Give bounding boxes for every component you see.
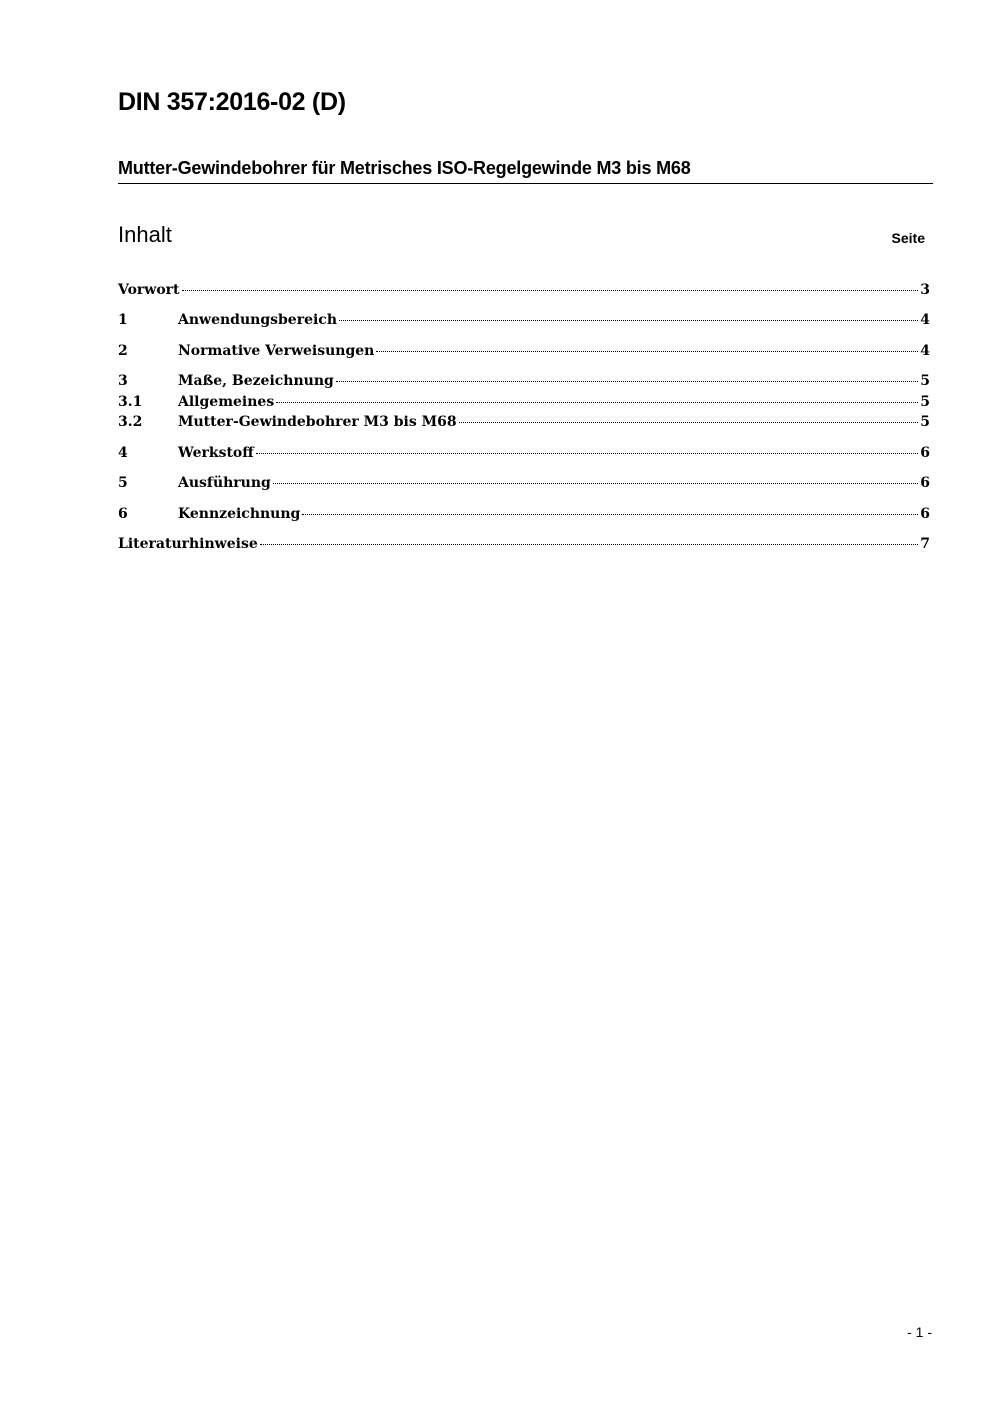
toc-entry-title: Normative Verweisungen bbox=[178, 343, 375, 359]
toc-entry-page: 6 bbox=[920, 475, 930, 491]
toc-entry-page: 7 bbox=[920, 536, 930, 552]
toc-entry-title: Kennzeichnung bbox=[178, 506, 301, 522]
toc-entry-page: 4 bbox=[920, 312, 930, 328]
dot-leader bbox=[339, 319, 918, 321]
dot-leader bbox=[276, 401, 918, 403]
toc-entry-title: Mutter-Gewindebohrer M3 bis M68 bbox=[178, 414, 457, 430]
toc-entry-page: 5 bbox=[920, 373, 930, 389]
dot-leader bbox=[336, 380, 918, 382]
toc-entry-title: Anwendungsbereich bbox=[178, 312, 337, 328]
toc-entry-number: 3.2 bbox=[118, 414, 143, 430]
dot-leader bbox=[256, 452, 919, 454]
document-title: DIN 357:2016-02 (D) bbox=[118, 88, 346, 116]
toc-entry-3[interactable] bbox=[118, 371, 930, 391]
toc-entry-title: Ausführung bbox=[178, 475, 271, 491]
toc-entry-page: 3 bbox=[920, 282, 930, 298]
toc-entry-number: 2 bbox=[118, 343, 128, 359]
toc-entry-number: 5 bbox=[118, 475, 128, 491]
title-divider bbox=[118, 183, 933, 184]
toc-entry-6[interactable] bbox=[118, 504, 930, 524]
dot-leader bbox=[459, 421, 919, 423]
toc-heading: Inhalt bbox=[118, 222, 172, 247]
toc-entry-3-2[interactable] bbox=[118, 412, 930, 432]
dot-leader bbox=[260, 543, 919, 545]
dot-leader bbox=[182, 289, 919, 291]
toc-entry-title: Maße, Bezeichnung bbox=[178, 373, 334, 389]
dot-leader bbox=[302, 513, 918, 515]
toc-entry-number: 6 bbox=[118, 506, 128, 522]
toc-entry-title: Literaturhinweise bbox=[118, 536, 258, 552]
page-column-label: Seite bbox=[891, 230, 925, 246]
toc-entry-title: Vorwort bbox=[118, 282, 180, 298]
toc-entry-number: 3 bbox=[118, 373, 128, 389]
page-number: - 1 - bbox=[907, 1324, 932, 1340]
toc-entry-page: 4 bbox=[920, 343, 930, 359]
toc-entry-1[interactable] bbox=[118, 310, 930, 330]
toc-entry-page: 5 bbox=[920, 414, 930, 430]
toc-entry-page: 5 bbox=[920, 394, 930, 410]
toc-entry-number: 3.1 bbox=[118, 394, 143, 410]
dot-leader bbox=[376, 350, 918, 352]
toc-entry-literaturhinweise[interactable] bbox=[118, 534, 930, 554]
dot-leader bbox=[273, 482, 918, 484]
document-subtitle: Mutter-Gewindebohrer für Metrisches ISO-Regelgewinde M3 bis M68 bbox=[118, 158, 691, 178]
toc-entry-vorwort[interactable] bbox=[118, 280, 930, 300]
toc-entry-4[interactable] bbox=[118, 443, 930, 463]
toc-entry-title: Werkstoff bbox=[178, 445, 254, 461]
toc-entry-page: 6 bbox=[920, 506, 930, 522]
toc-entry-title: Allgemeines bbox=[178, 394, 275, 410]
toc-entry-number: 4 bbox=[118, 445, 128, 461]
toc-entry-2[interactable] bbox=[118, 341, 930, 361]
toc-entry-5[interactable] bbox=[118, 473, 930, 493]
toc-entry-page: 6 bbox=[920, 445, 930, 461]
toc-entry-number: 1 bbox=[118, 312, 128, 328]
toc-entry-3-1[interactable] bbox=[118, 392, 930, 412]
